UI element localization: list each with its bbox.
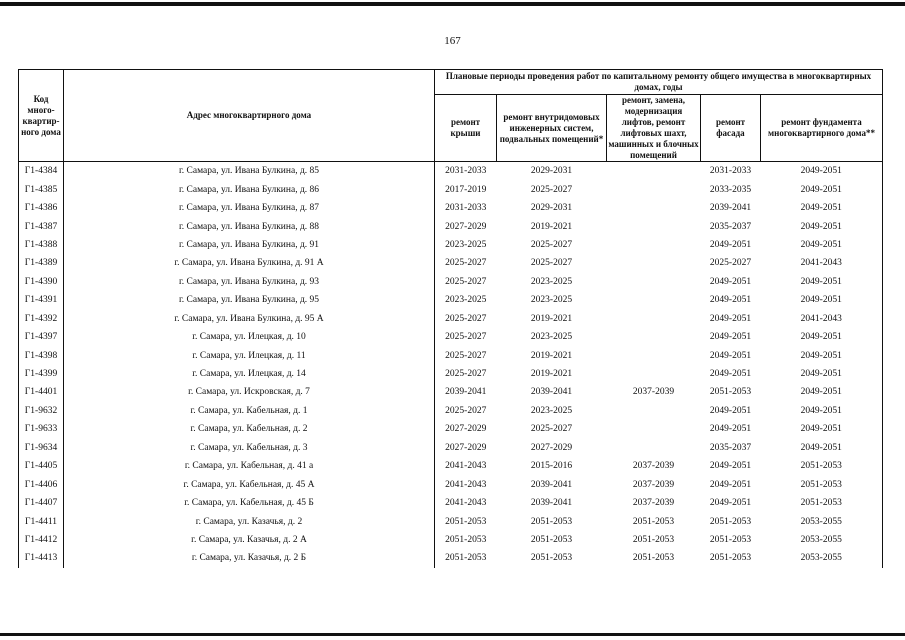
cell-engineering: 2019-2021 (530, 313, 573, 324)
cell-roof: 2025-2027 (435, 402, 497, 420)
header-engineering: ремонт внутридомовых инженерных систем, подвальных помещений* (497, 95, 607, 162)
cell-elevator (607, 420, 701, 438)
cell-code: Г1-4392 (19, 310, 64, 328)
cell-facade: 2049-2051 (709, 313, 752, 324)
cell-code: Г1-4407 (19, 494, 64, 512)
table-body (19, 162, 883, 568)
cell-elevator: 2051-2053 (632, 534, 675, 545)
cell-facade: 2049-2051 (709, 239, 752, 250)
cell-foundation: 2049-2051 (761, 439, 883, 457)
cell-engineering: 2025-2027 (530, 258, 573, 269)
cell-code: Г1-4401 (19, 383, 64, 401)
cell-facade: 2049-2051 (709, 498, 752, 509)
cell-engineering: 2023-2025 (530, 276, 573, 287)
cell-foundation: 2049-2051 (761, 199, 883, 217)
cell-engineering: 2051-2053 (530, 516, 573, 527)
cell-facade: 2049-2051 (709, 461, 752, 472)
cell-foundation: 2041-2043 (761, 310, 883, 328)
table-row (19, 494, 883, 512)
cell-roof: 2025-2027 (435, 365, 497, 383)
cell-code: Г1-4405 (19, 457, 64, 475)
cell-code: Г1-4397 (19, 328, 64, 346)
table-row (19, 475, 883, 493)
cell-engineering: 2025-2027 (530, 424, 573, 435)
cell-foundation: 2051-2053 (761, 475, 883, 493)
cell-elevator: 2037-2039 (632, 461, 675, 472)
cell-elevator (607, 273, 701, 291)
table-row (19, 439, 883, 457)
cell-foundation: 2041-2043 (761, 254, 883, 272)
cell-code: Г1-4388 (19, 236, 64, 254)
cell-elevator (607, 199, 701, 217)
table-row (19, 273, 883, 291)
cell-address: г. Самара, ул. Ивана Булкина, д. 85 (64, 162, 435, 181)
cell-address: г. Самара, ул. Казачья, д. 2 (64, 512, 435, 530)
cell-engineering: 2029-2031 (530, 166, 573, 177)
cell-roof: 2051-2053 (435, 549, 497, 567)
capital-repair-schedule-table (18, 69, 883, 568)
cell-code: Г1-4386 (19, 199, 64, 217)
cell-code: Г1-4412 (19, 531, 64, 549)
cell-foundation: 2049-2051 (761, 291, 883, 309)
cell-roof: 2027-2029 (435, 217, 497, 235)
cell-engineering: 2027-2029 (530, 442, 573, 453)
cell-elevator: 2037-2039 (632, 479, 675, 490)
cell-foundation: 2049-2051 (761, 365, 883, 383)
cell-address: г. Самара, ул. Илецкая, д. 10 (64, 328, 435, 346)
cell-roof: 2031-2033 (435, 199, 497, 217)
table-row (19, 549, 883, 567)
cell-roof: 2031-2033 (435, 162, 497, 181)
cell-facade: 2049-2051 (709, 276, 752, 287)
cell-facade: 2039-2041 (709, 203, 752, 214)
cell-facade: 2051-2053 (709, 553, 752, 564)
cell-facade: 2049-2051 (709, 405, 752, 416)
cell-elevator: 2051-2053 (632, 516, 675, 527)
cell-roof: 2025-2027 (435, 310, 497, 328)
cell-code: Г1-9634 (19, 439, 64, 457)
cell-address: г. Самара, ул. Ивана Булкина, д. 95 (64, 291, 435, 309)
table-row (19, 402, 883, 420)
cell-foundation: 2049-2051 (761, 402, 883, 420)
table-row (19, 199, 883, 217)
cell-engineering: 2025-2027 (530, 184, 573, 195)
cell-address: г. Самара, ул. Кабельная, д. 45 Б (64, 494, 435, 512)
cell-address: г. Самара, ул. Ивана Булкина, д. 95 А (64, 310, 435, 328)
cell-foundation: 2049-2051 (761, 180, 883, 198)
cell-roof: 2051-2053 (435, 512, 497, 530)
cell-elevator (607, 291, 701, 309)
cell-facade: 2051-2053 (709, 516, 752, 527)
cell-code: Г1-4413 (19, 549, 64, 567)
cell-roof: 2027-2029 (435, 420, 497, 438)
cell-facade: 2035-2037 (709, 221, 752, 232)
cell-elevator (607, 439, 701, 457)
cell-address: г. Самара, ул. Илецкая, д. 11 (64, 346, 435, 364)
cell-foundation: 2049-2051 (761, 273, 883, 291)
cell-facade: 2031-2033 (709, 166, 752, 177)
cell-address: г. Самара, ул. Ивана Булкина, д. 91 А (64, 254, 435, 272)
cell-code: Г1-4390 (19, 273, 64, 291)
cell-elevator: 2051-2053 (632, 553, 675, 564)
cell-foundation: 2051-2053 (761, 494, 883, 512)
cell-elevator (607, 236, 701, 254)
cell-address: г. Самара, ул. Ивана Булкина, д. 87 (64, 199, 435, 217)
cell-elevator (607, 328, 701, 346)
cell-address: г. Самара, ул. Кабельная, д. 3 (64, 439, 435, 457)
cell-code: Г1-9633 (19, 420, 64, 438)
cell-engineering: 2029-2031 (530, 203, 573, 214)
cell-elevator (607, 217, 701, 235)
cell-foundation: 2049-2051 (761, 420, 883, 438)
cell-code: Г1-4399 (19, 365, 64, 383)
cell-address: г. Самара, ул. Илецкая, д. 14 (64, 365, 435, 383)
table-row (19, 328, 883, 346)
cell-code: Г1-4384 (19, 162, 64, 181)
header-facade: ремонт фасада (701, 95, 761, 162)
cell-facade: 2049-2051 (709, 332, 752, 343)
cell-roof: 2027-2029 (435, 439, 497, 457)
cell-elevator (607, 254, 701, 272)
header-elevator: ремонт, замена, модернизация лифтов, ремонт лифтовых шахт, машинных и блочных помещений (608, 95, 699, 160)
cell-code: Г1-4411 (19, 512, 64, 530)
cell-facade: 2051-2053 (709, 387, 752, 398)
cell-facade: 2051-2053 (709, 534, 752, 545)
cell-engineering: 2023-2025 (530, 332, 573, 343)
cell-engineering: 2039-2041 (530, 498, 573, 509)
top-border-line (0, 2, 905, 6)
cell-engineering: 2051-2053 (530, 553, 573, 564)
cell-address: г. Самара, ул. Казачья, д. 2 А (64, 531, 435, 549)
cell-elevator (607, 162, 701, 181)
table-row (19, 531, 883, 549)
header-planned-periods: Плановые периоды проведения работ по капитальному ремонту общего имущества в многоквартирных домах, годы (435, 70, 883, 95)
cell-code: Г1-4406 (19, 475, 64, 493)
cell-roof: 2039-2041 (435, 383, 497, 401)
cell-facade: 2049-2051 (709, 350, 752, 361)
cell-engineering: 2039-2041 (530, 387, 573, 398)
cell-elevator: 2037-2039 (632, 387, 675, 398)
cell-roof: 2025-2027 (435, 346, 497, 364)
cell-engineering: 2019-2021 (530, 350, 573, 361)
cell-engineering: 2019-2021 (530, 221, 573, 232)
cell-address: г. Самара, ул. Ивана Булкина, д. 93 (64, 273, 435, 291)
cell-foundation: 2053-2055 (761, 512, 883, 530)
cell-foundation: 2049-2051 (761, 162, 883, 181)
table-row (19, 217, 883, 235)
page-number: 167 (444, 35, 461, 47)
cell-address: г. Самара, ул. Ивана Булкина, д. 91 (64, 236, 435, 254)
cell-address: г. Самара, ул. Кабельная, д. 45 А (64, 475, 435, 493)
table-row (19, 365, 883, 383)
cell-elevator (607, 180, 701, 198)
cell-facade: 2049-2051 (709, 479, 752, 490)
table-row (19, 162, 883, 181)
cell-elevator (607, 310, 701, 328)
cell-elevator (607, 365, 701, 383)
cell-roof: 2023-2025 (435, 236, 497, 254)
table-row (19, 236, 883, 254)
cell-facade: 2049-2051 (709, 369, 752, 380)
cell-engineering: 2023-2025 (530, 405, 573, 416)
cell-facade: 2049-2051 (709, 424, 752, 435)
cell-engineering: 2023-2025 (530, 295, 573, 306)
cell-engineering: 2039-2041 (530, 479, 573, 490)
header-code: Код много-квартир-ного дома (19, 70, 64, 162)
cell-code: Г1-4398 (19, 346, 64, 364)
cell-foundation: 2049-2051 (761, 328, 883, 346)
cell-address: г. Самара, ул. Искровская, д. 7 (64, 383, 435, 401)
cell-foundation: 2049-2051 (761, 383, 883, 401)
cell-address: г. Самара, ул. Ивана Булкина, д. 86 (64, 180, 435, 198)
cell-roof: 2025-2027 (435, 254, 497, 272)
header-address: Адрес многоквартирного дома (64, 70, 435, 162)
cell-roof: 2041-2043 (435, 475, 497, 493)
cell-address: г. Самара, ул. Кабельная, д. 2 (64, 420, 435, 438)
cell-address: г. Самара, ул. Ивана Булкина, д. 88 (64, 217, 435, 235)
cell-roof: 2025-2027 (435, 328, 497, 346)
cell-roof: 2025-2027 (435, 273, 497, 291)
cell-roof: 2051-2053 (435, 531, 497, 549)
cell-code: Г1-4389 (19, 254, 64, 272)
cell-engineering: 2015-2016 (530, 461, 573, 472)
bottom-border-line (0, 633, 905, 636)
table-row (19, 420, 883, 438)
cell-foundation: 2053-2055 (761, 549, 883, 567)
table-row (19, 254, 883, 272)
cell-roof: 2041-2043 (435, 457, 497, 475)
cell-engineering: 2051-2053 (530, 534, 573, 545)
cell-elevator (607, 402, 701, 420)
table-row (19, 291, 883, 309)
header-foundation: ремонт фундамента многоквартирного дома** (761, 95, 883, 162)
cell-code: Г1-4387 (19, 217, 64, 235)
cell-facade: 2025-2027 (709, 258, 752, 269)
cell-code: Г1-4391 (19, 291, 64, 309)
table-row (19, 310, 883, 328)
header-roof: ремонт крыши (435, 95, 497, 162)
cell-foundation: 2049-2051 (761, 236, 883, 254)
table-row (19, 383, 883, 401)
cell-code: Г1-9632 (19, 402, 64, 420)
cell-elevator: 2037-2039 (632, 498, 675, 509)
cell-address: г. Самара, ул. Казачья, д. 2 Б (64, 549, 435, 567)
cell-facade: 2033-2035 (709, 184, 752, 195)
cell-roof: 2041-2043 (435, 494, 497, 512)
cell-foundation: 2049-2051 (761, 346, 883, 364)
table-row (19, 512, 883, 530)
cell-elevator (607, 346, 701, 364)
cell-foundation: 2051-2053 (761, 457, 883, 475)
cell-address: г. Самара, ул. Кабельная, д. 41 а (64, 457, 435, 475)
cell-code: Г1-4385 (19, 180, 64, 198)
cell-facade: 2049-2051 (709, 295, 752, 306)
table-row (19, 180, 883, 198)
cell-address: г. Самара, ул. Кабельная, д. 1 (64, 402, 435, 420)
cell-roof: 2017-2019 (435, 180, 497, 198)
table-row (19, 457, 883, 475)
table-row (19, 346, 883, 364)
cell-roof: 2023-2025 (435, 291, 497, 309)
cell-engineering: 2025-2027 (530, 239, 573, 250)
cell-engineering: 2019-2021 (530, 369, 573, 380)
cell-foundation: 2049-2051 (761, 217, 883, 235)
cell-foundation: 2053-2055 (761, 531, 883, 549)
cell-facade: 2035-2037 (709, 442, 752, 453)
